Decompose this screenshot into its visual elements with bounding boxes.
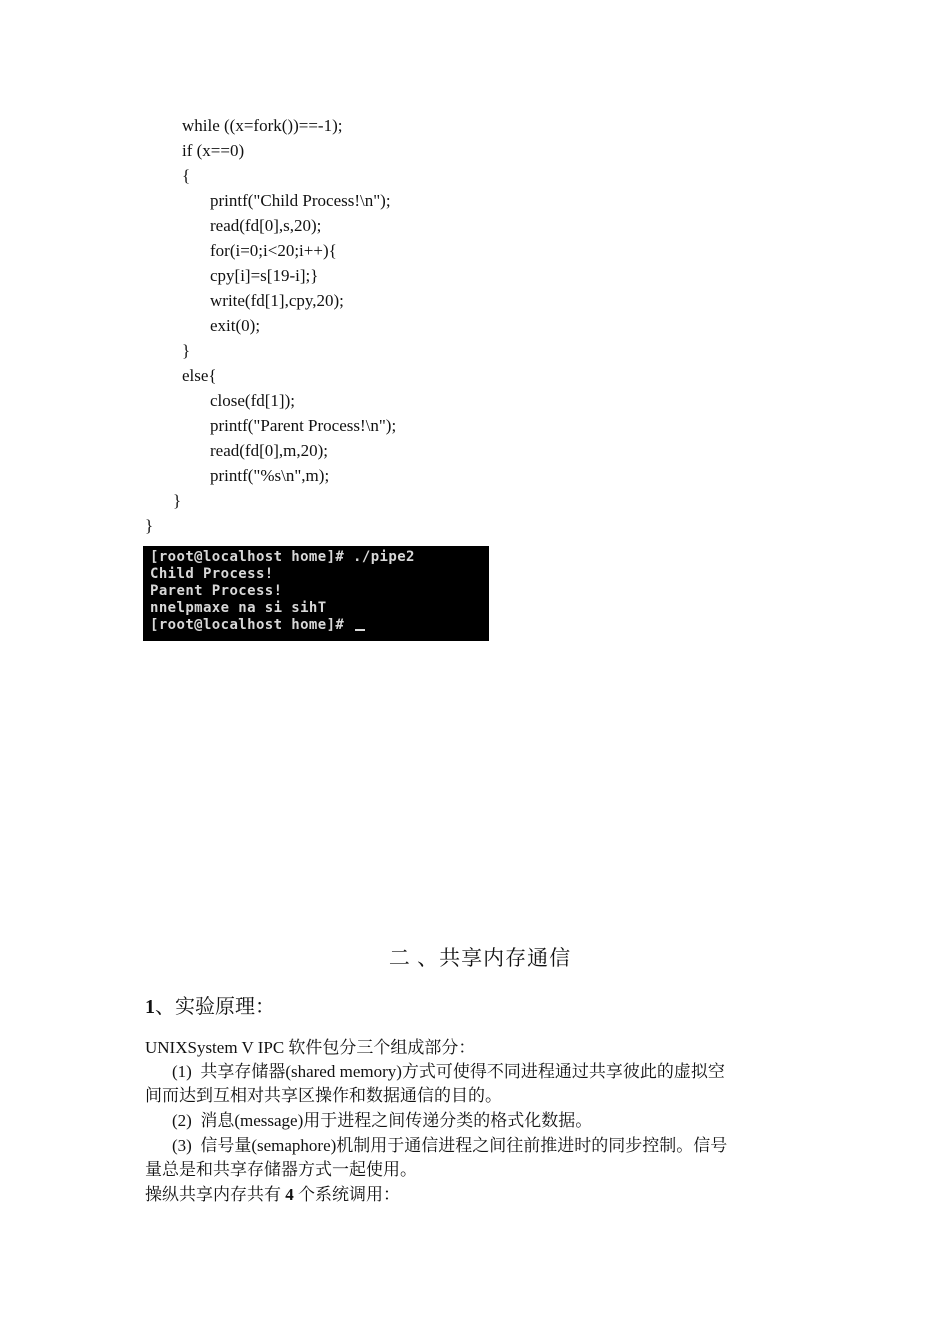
syscall-suffix: 个系统调用： — [293, 1185, 400, 1204]
code-line: cpy[i]=s[19-i];} — [210, 266, 319, 285]
code-line: close(fd[1]); — [210, 391, 295, 410]
syscall-count: 4 — [285, 1185, 294, 1204]
code-line: exit(0); — [210, 316, 261, 335]
code-line: for(i=0;i<20;i++){ — [210, 241, 337, 260]
terminal-line: Parent Process! — [150, 583, 283, 599]
code-line: printf("Child Process!\n"); — [210, 191, 391, 210]
terminal-line: nnelpmaxe na si sihT — [150, 600, 327, 616]
code-line: printf("Parent Process!\n"); — [210, 416, 397, 435]
code-line: } — [145, 516, 154, 535]
code-line: read(fd[0],s,20); — [210, 216, 322, 235]
item-2: (2) 消息(message)用于进程之间传递分类的格式化数据。 — [172, 1111, 593, 1130]
section-title: 二 、共享内存通信 — [388, 946, 572, 970]
item-1-line-1: (1) 共享存储器(shared memory)方式可使得不同进程通过共享彼此的虚拟空 — [172, 1062, 725, 1081]
code-line: printf("%s\n",m); — [210, 466, 330, 485]
code-line: { — [182, 166, 191, 185]
terminal-prompt: [root@localhost home]# — [150, 617, 354, 633]
subheading-number: 1 — [145, 996, 155, 1018]
code-line: read(fd[0],m,20); — [210, 441, 329, 460]
terminal-prompt-line — [150, 617, 365, 634]
code-line: else{ — [182, 366, 217, 385]
terminal-screenshot — [143, 546, 489, 641]
code-line: if (x==0) — [182, 141, 245, 160]
code-line: } — [173, 491, 182, 510]
terminal-line: Child Process! — [150, 566, 274, 582]
terminal-cursor — [355, 629, 365, 631]
code-line: } — [182, 341, 191, 360]
code-line: while ((x=fork())==-1); — [182, 116, 343, 135]
subheading-text: 、实验原理： — [155, 996, 275, 1018]
code-line: write(fd[1],cpy,20); — [210, 291, 344, 310]
item-3-line-2: 量总是和共享存储器方式一起使用。 — [145, 1160, 417, 1179]
intro-paragraph: UNIXSystem V IPC 软件包分三个组成部分： — [145, 1038, 476, 1057]
terminal-line: [root@localhost home]# ./pipe2 — [150, 549, 415, 565]
syscall-count-line — [145, 1184, 400, 1206]
item-3-line-1: (3) 信号量(semaphore)机制用于通信进程之间往前推进时的同步控制。信号 — [172, 1136, 728, 1155]
item-1-line-2: 间而达到互相对共享区操作和数据通信的目的。 — [145, 1086, 502, 1105]
subheading — [145, 994, 275, 1020]
syscall-prefix: 操纵共享内存共有 — [145, 1185, 286, 1204]
